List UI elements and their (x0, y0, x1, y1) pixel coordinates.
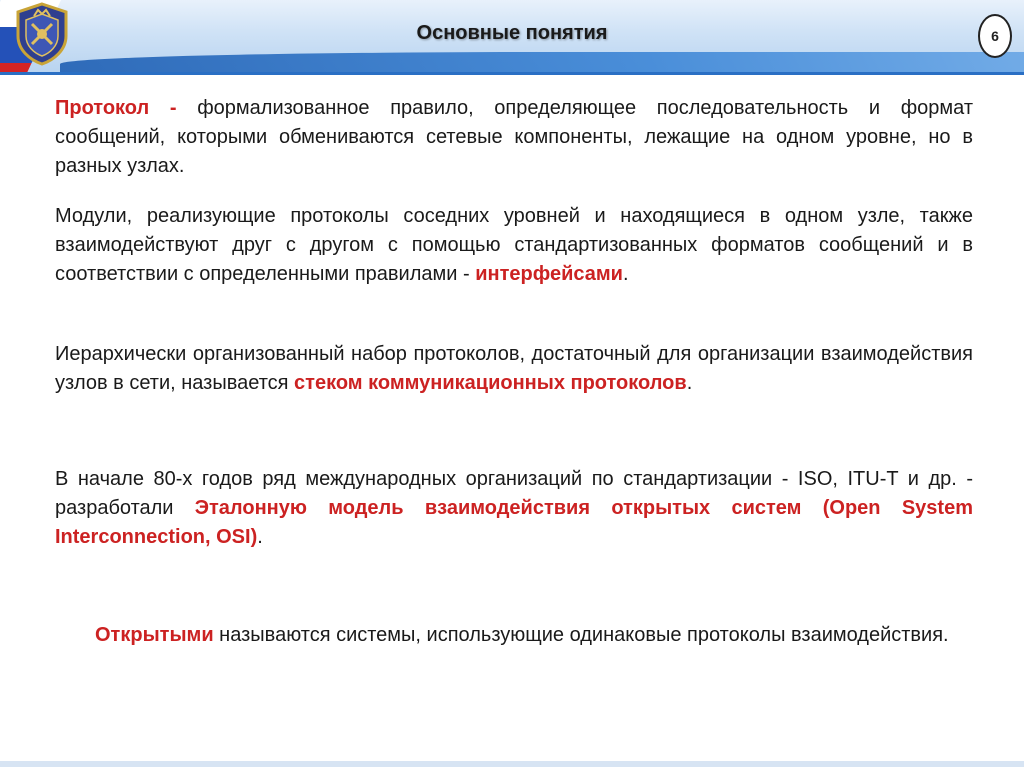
term-osi-model: Эталонную модель взаимодействия открытых систем (Open System Interconnection, OSI) (55, 497, 973, 548)
paragraph-text: Модули, реализующие протоколы соседних уровней и находящиеся в одном узле, также взаимодействуют друг с другом с помощью стандартизованных форматов сообщений и в соответствии с определенными правилами - (55, 205, 973, 285)
paragraph-text: формализованное правило, определяющее последовательность и формат сообщений, которыми обмениваются сетевые компоненты, лежащие на одном уровне, но в разных узлах. (55, 97, 973, 177)
paragraph-text: Иерархически организованный набор протоколов, достаточный для организации взаимодействия узлов в сети, называется (55, 343, 973, 394)
paragraph-osi (55, 465, 973, 552)
paragraph-tail: . (622, 263, 629, 285)
paragraph-tail: . (686, 372, 693, 394)
term-open: Открытыми (95, 624, 214, 646)
page-number-badge: 6 (978, 14, 1012, 58)
paragraph-open-systems (55, 621, 973, 650)
paragraph-tail: . (257, 526, 263, 548)
paragraph-protocol (55, 94, 973, 181)
footer-line (0, 761, 1024, 767)
page-title: Основные понятия (416, 22, 608, 44)
header-bar (0, 0, 1024, 75)
header-swoosh (60, 52, 1024, 75)
term-interfaces: интерфейсами (475, 263, 623, 285)
paragraph-text: называются системы, использующие одинаковые протоколы взаимодействия. (213, 624, 949, 646)
paragraph-interfaces (55, 202, 973, 289)
term-protocol: Протокол - (55, 97, 177, 119)
paragraph-stack (55, 340, 973, 398)
paragraph-text: В начале 80-х годов ряд международных организаций по стандартизации - ISO, ITU-T и др. - разработали (55, 468, 973, 519)
term-protocol-stack: стеком коммуникационных протоколов (294, 372, 687, 394)
